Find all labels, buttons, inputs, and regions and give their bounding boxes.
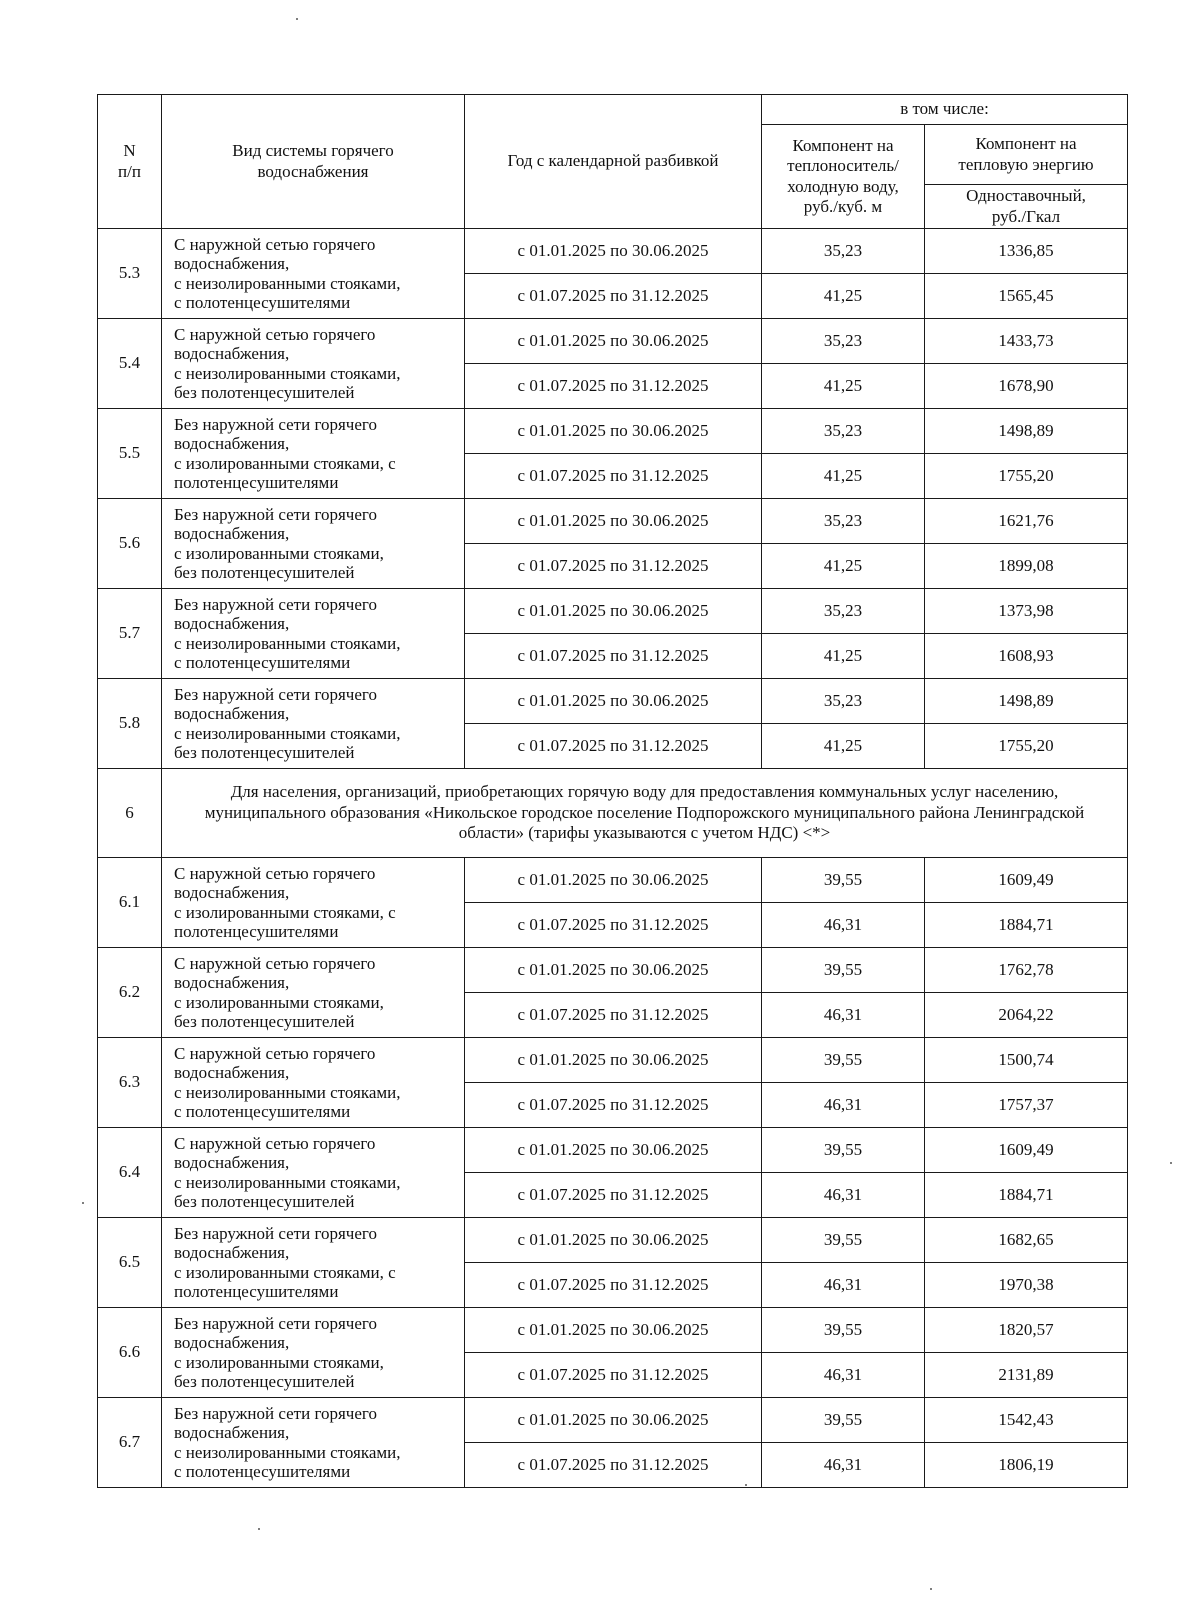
period-cell: с 01.01.2025 по 30.06.2025: [465, 319, 762, 364]
system-type: [162, 1038, 465, 1128]
water-component-cell: 35,23: [762, 229, 925, 274]
period-cell: с 01.07.2025 по 31.12.2025: [465, 454, 762, 499]
heat-component-cell: 1498,89: [925, 679, 1128, 724]
heat-component-cell: 1542,43: [925, 1398, 1128, 1443]
row-number: 6.1: [98, 858, 162, 948]
table-row: [98, 1308, 1128, 1353]
heat-component-cell: 1678,90: [925, 364, 1128, 409]
heat-component-cell: 1884,71: [925, 903, 1128, 948]
water-component-cell: 46,31: [762, 1443, 925, 1488]
period-cell: с 01.07.2025 по 31.12.2025: [465, 993, 762, 1038]
heat-component-cell: 1565,45: [925, 274, 1128, 319]
period-cell: с 01.01.2025 по 30.06.2025: [465, 1218, 762, 1263]
scan-speck: [1170, 1162, 1172, 1164]
water-component-cell: 39,55: [762, 1398, 925, 1443]
row-number: 6.3: [98, 1038, 162, 1128]
system-type-line: С наружной сетью горячего: [174, 863, 376, 883]
table-header: [98, 95, 1128, 229]
period-cell: с 01.01.2025 по 30.06.2025: [465, 499, 762, 544]
heat-component-cell: 1806,19: [925, 1443, 1128, 1488]
row-number: 5.7: [98, 589, 162, 679]
table-row: [98, 229, 1128, 274]
heat-component-cell: 1762,78: [925, 948, 1128, 993]
water-component-cell: 46,31: [762, 993, 925, 1038]
table-row: [98, 589, 1128, 634]
scan-speck: [296, 18, 298, 20]
system-type: [162, 409, 465, 499]
period-cell: с 01.07.2025 по 31.12.2025: [465, 634, 762, 679]
table-row: [98, 319, 1128, 364]
heat-component-cell: 1621,76: [925, 499, 1128, 544]
water-component-cell: 39,55: [762, 1308, 925, 1353]
system-type-line: с неизолированными стояками,: [174, 363, 401, 383]
scan-speck: [82, 1202, 84, 1204]
system-type-line: с изолированными стояками,: [174, 543, 384, 563]
heat-component-cell: 2131,89: [925, 1353, 1128, 1398]
scan-speck: [258, 1528, 260, 1530]
system-type: [162, 499, 465, 589]
system-type: [162, 1308, 465, 1398]
system-type: [162, 679, 465, 769]
table-row: [98, 679, 1128, 724]
period-cell: с 01.01.2025 по 30.06.2025: [465, 229, 762, 274]
water-component-cell: 39,55: [762, 1218, 925, 1263]
period-cell: с 01.07.2025 по 31.12.2025: [465, 903, 762, 948]
header-including: в том числе:: [762, 95, 1128, 125]
system-type-line: с изолированными стояками, с: [174, 1262, 396, 1282]
system-type-line: без полотенцесушителей: [174, 1371, 355, 1391]
heat-component-cell: 1755,20: [925, 724, 1128, 769]
period-cell: с 01.07.2025 по 31.12.2025: [465, 544, 762, 589]
system-type-line: с полотенцесушителями: [174, 1101, 351, 1121]
water-component-cell: 46,31: [762, 903, 925, 948]
table-row: [98, 1398, 1128, 1443]
system-type-line: с изолированными стояками,: [174, 1352, 384, 1372]
heat-component-cell: 1336,85: [925, 229, 1128, 274]
water-component-cell: 41,25: [762, 724, 925, 769]
system-type-line: водоснабжения,: [174, 1243, 290, 1263]
period-cell: с 01.07.2025 по 31.12.2025: [465, 1173, 762, 1218]
system-type-line: полотенцесушителями: [174, 1281, 339, 1301]
water-component-cell: 41,25: [762, 364, 925, 409]
system-type-line: водоснабжения,: [174, 434, 290, 454]
header-period: Год с календарной разбивкой: [465, 95, 762, 229]
system-type-line: водоснабжения,: [174, 524, 290, 544]
heat-component-cell: 1682,65: [925, 1218, 1128, 1263]
system-type-line: водоснабжения,: [174, 1063, 290, 1083]
water-component-cell: 41,25: [762, 544, 925, 589]
water-component-cell: 35,23: [762, 319, 925, 364]
system-type-line: без полотенцесушителей: [174, 742, 355, 762]
table-row: [98, 499, 1128, 544]
system-type-line: водоснабжения,: [174, 344, 290, 364]
system-type-line: Без наружной сети горячего: [174, 684, 377, 704]
water-component-cell: 35,23: [762, 409, 925, 454]
system-type-line: с изолированными стояками, с: [174, 902, 396, 922]
system-type-line: без полотенцесушителей: [174, 562, 355, 582]
system-type-line: С наружной сетью горячего: [174, 1133, 376, 1153]
system-type: [162, 1128, 465, 1218]
period-cell: с 01.01.2025 по 30.06.2025: [465, 1038, 762, 1083]
period-cell: с 01.07.2025 по 31.12.2025: [465, 274, 762, 319]
system-type-line: С наружной сетью горячего: [174, 953, 376, 973]
header-num: N п/п: [98, 95, 162, 229]
water-component-cell: 35,23: [762, 679, 925, 724]
system-type: [162, 948, 465, 1038]
row-number: 6.4: [98, 1128, 162, 1218]
table-row: [98, 409, 1128, 454]
system-type-line: с полотенцесушителями: [174, 652, 351, 672]
heat-component-cell: 1899,08: [925, 544, 1128, 589]
system-type-line: полотенцесушителями: [174, 472, 339, 492]
header-component-heat: Компонент на тепловую энергию: [925, 125, 1128, 185]
system-type-line: Без наружной сети горячего: [174, 594, 377, 614]
period-cell: с 01.07.2025 по 31.12.2025: [465, 1083, 762, 1128]
water-component-cell: 35,23: [762, 499, 925, 544]
system-type-line: С наружной сетью горячего: [174, 1043, 376, 1063]
system-type-line: с неизолированными стояками,: [174, 273, 401, 293]
system-type-line: водоснабжения,: [174, 614, 290, 634]
heat-component-cell: 1757,37: [925, 1083, 1128, 1128]
row-number: 5.4: [98, 319, 162, 409]
table-row: [98, 1218, 1128, 1263]
period-cell: с 01.01.2025 по 30.06.2025: [465, 409, 762, 454]
heat-component-cell: 1755,20: [925, 454, 1128, 499]
heat-component-cell: 1373,98: [925, 589, 1128, 634]
period-cell: с 01.01.2025 по 30.06.2025: [465, 1398, 762, 1443]
system-type: [162, 319, 465, 409]
heat-component-cell: 1609,49: [925, 858, 1128, 903]
heat-component-cell: 1820,57: [925, 1308, 1128, 1353]
system-type-line: с неизолированными стояками,: [174, 723, 401, 743]
header-component-water: Компонент на теплоноситель/ холодную воду, руб./куб. м: [762, 125, 925, 229]
system-type-line: С наружной сетью горячего: [174, 324, 376, 344]
system-type: [162, 1218, 465, 1308]
system-type-line: без полотенцесушителей: [174, 382, 355, 402]
group-row-6: [98, 769, 1128, 858]
system-type-line: Без наружной сети горячего: [174, 1313, 377, 1333]
heat-component-cell: 1433,73: [925, 319, 1128, 364]
water-component-cell: 39,55: [762, 1128, 925, 1173]
period-cell: с 01.01.2025 по 30.06.2025: [465, 1308, 762, 1353]
system-type-line: без полотенцесушителей: [174, 1191, 355, 1211]
heat-component-cell: 1884,71: [925, 1173, 1128, 1218]
system-type-line: с неизолированными стояками,: [174, 1082, 401, 1102]
period-cell: с 01.01.2025 по 30.06.2025: [465, 589, 762, 634]
header-system: Вид системы горячего водоснабжения: [162, 95, 465, 229]
system-type-line: с полотенцесушителями: [174, 292, 351, 312]
system-type-line: с неизолированными стояками,: [174, 633, 401, 653]
system-type: [162, 1398, 465, 1488]
system-type-line: водоснабжения,: [174, 704, 290, 724]
water-component-cell: 39,55: [762, 858, 925, 903]
water-component-cell: 46,31: [762, 1353, 925, 1398]
system-type-line: с полотенцесушителями: [174, 1461, 351, 1481]
system-type-line: с неизолированными стояками,: [174, 1442, 401, 1462]
water-component-cell: 46,31: [762, 1173, 925, 1218]
heat-component-cell: 1498,89: [925, 409, 1128, 454]
system-type-line: водоснабжения,: [174, 254, 290, 274]
scan-speck: [930, 1588, 932, 1590]
system-type-line: без полотенцесушителей: [174, 1011, 355, 1031]
system-type-line: Без наружной сети горячего: [174, 414, 377, 434]
period-cell: с 01.07.2025 по 31.12.2025: [465, 1263, 762, 1308]
table-row: [98, 948, 1128, 993]
group-num: 6: [98, 769, 162, 858]
period-cell: с 01.01.2025 по 30.06.2025: [465, 948, 762, 993]
system-type-line: Без наружной сети горячего: [174, 504, 377, 524]
row-number: 6.2: [98, 948, 162, 1038]
system-type-line: с изолированными стояками, с: [174, 453, 396, 473]
table-row: [98, 1038, 1128, 1083]
system-type-line: с изолированными стояками,: [174, 992, 384, 1012]
row-number: 6.5: [98, 1218, 162, 1308]
period-cell: с 01.07.2025 по 31.12.2025: [465, 1353, 762, 1398]
system-type: [162, 229, 465, 319]
system-type-line: водоснабжения,: [174, 1153, 290, 1173]
heat-component-cell: 2064,22: [925, 993, 1128, 1038]
system-type-line: с неизолированными стояками,: [174, 1172, 401, 1192]
water-component-cell: 46,31: [762, 1263, 925, 1308]
system-type-line: Без наружной сети горячего: [174, 1403, 377, 1423]
period-cell: с 01.01.2025 по 30.06.2025: [465, 1128, 762, 1173]
system-type: [162, 858, 465, 948]
water-component-cell: 35,23: [762, 589, 925, 634]
system-type-line: водоснабжения,: [174, 1333, 290, 1353]
system-type-line: водоснабжения,: [174, 1423, 290, 1443]
period-cell: с 01.07.2025 по 31.12.2025: [465, 364, 762, 409]
heat-component-cell: 1500,74: [925, 1038, 1128, 1083]
row-number: 5.5: [98, 409, 162, 499]
water-component-cell: 41,25: [762, 274, 925, 319]
row-number: 5.6: [98, 499, 162, 589]
table-body-section-6: [98, 858, 1128, 1488]
water-component-cell: 39,55: [762, 1038, 925, 1083]
system-type-line: полотенцесушителями: [174, 921, 339, 941]
row-number: 6.6: [98, 1308, 162, 1398]
period-cell: с 01.01.2025 по 30.06.2025: [465, 679, 762, 724]
tariff-table: [97, 94, 1128, 1488]
system-type-line: водоснабжения,: [174, 973, 290, 993]
row-number: 5.3: [98, 229, 162, 319]
heat-component-cell: 1609,49: [925, 1128, 1128, 1173]
table-row: [98, 858, 1128, 903]
table-row: [98, 1128, 1128, 1173]
heat-component-cell: 1608,93: [925, 634, 1128, 679]
table-body-section-5: [98, 229, 1128, 769]
group-description: Для населения, организаций, приобретающих горячую воду для предоставления коммунальных услуг населению, муниципального образования «Никольское городское поселение Подпорожского муниципального района Ленинградской области» (тарифы указываются с учетом НДС) <*>: [162, 769, 1128, 858]
period-cell: с 01.07.2025 по 31.12.2025: [465, 1443, 762, 1488]
water-component-cell: 39,55: [762, 948, 925, 993]
water-component-cell: 46,31: [762, 1083, 925, 1128]
period-cell: с 01.07.2025 по 31.12.2025: [465, 724, 762, 769]
period-cell: с 01.01.2025 по 30.06.2025: [465, 858, 762, 903]
heat-component-cell: 1970,38: [925, 1263, 1128, 1308]
header-single-rate: Одноставочный, руб./Гкал: [925, 185, 1128, 229]
row-number: 5.8: [98, 679, 162, 769]
system-type-line: С наружной сетью горячего: [174, 234, 376, 254]
row-number: 6.7: [98, 1398, 162, 1488]
system-type-line: Без наружной сети горячего: [174, 1223, 377, 1243]
water-component-cell: 41,25: [762, 634, 925, 679]
system-type: [162, 589, 465, 679]
water-component-cell: 41,25: [762, 454, 925, 499]
system-type-line: водоснабжения,: [174, 883, 290, 903]
